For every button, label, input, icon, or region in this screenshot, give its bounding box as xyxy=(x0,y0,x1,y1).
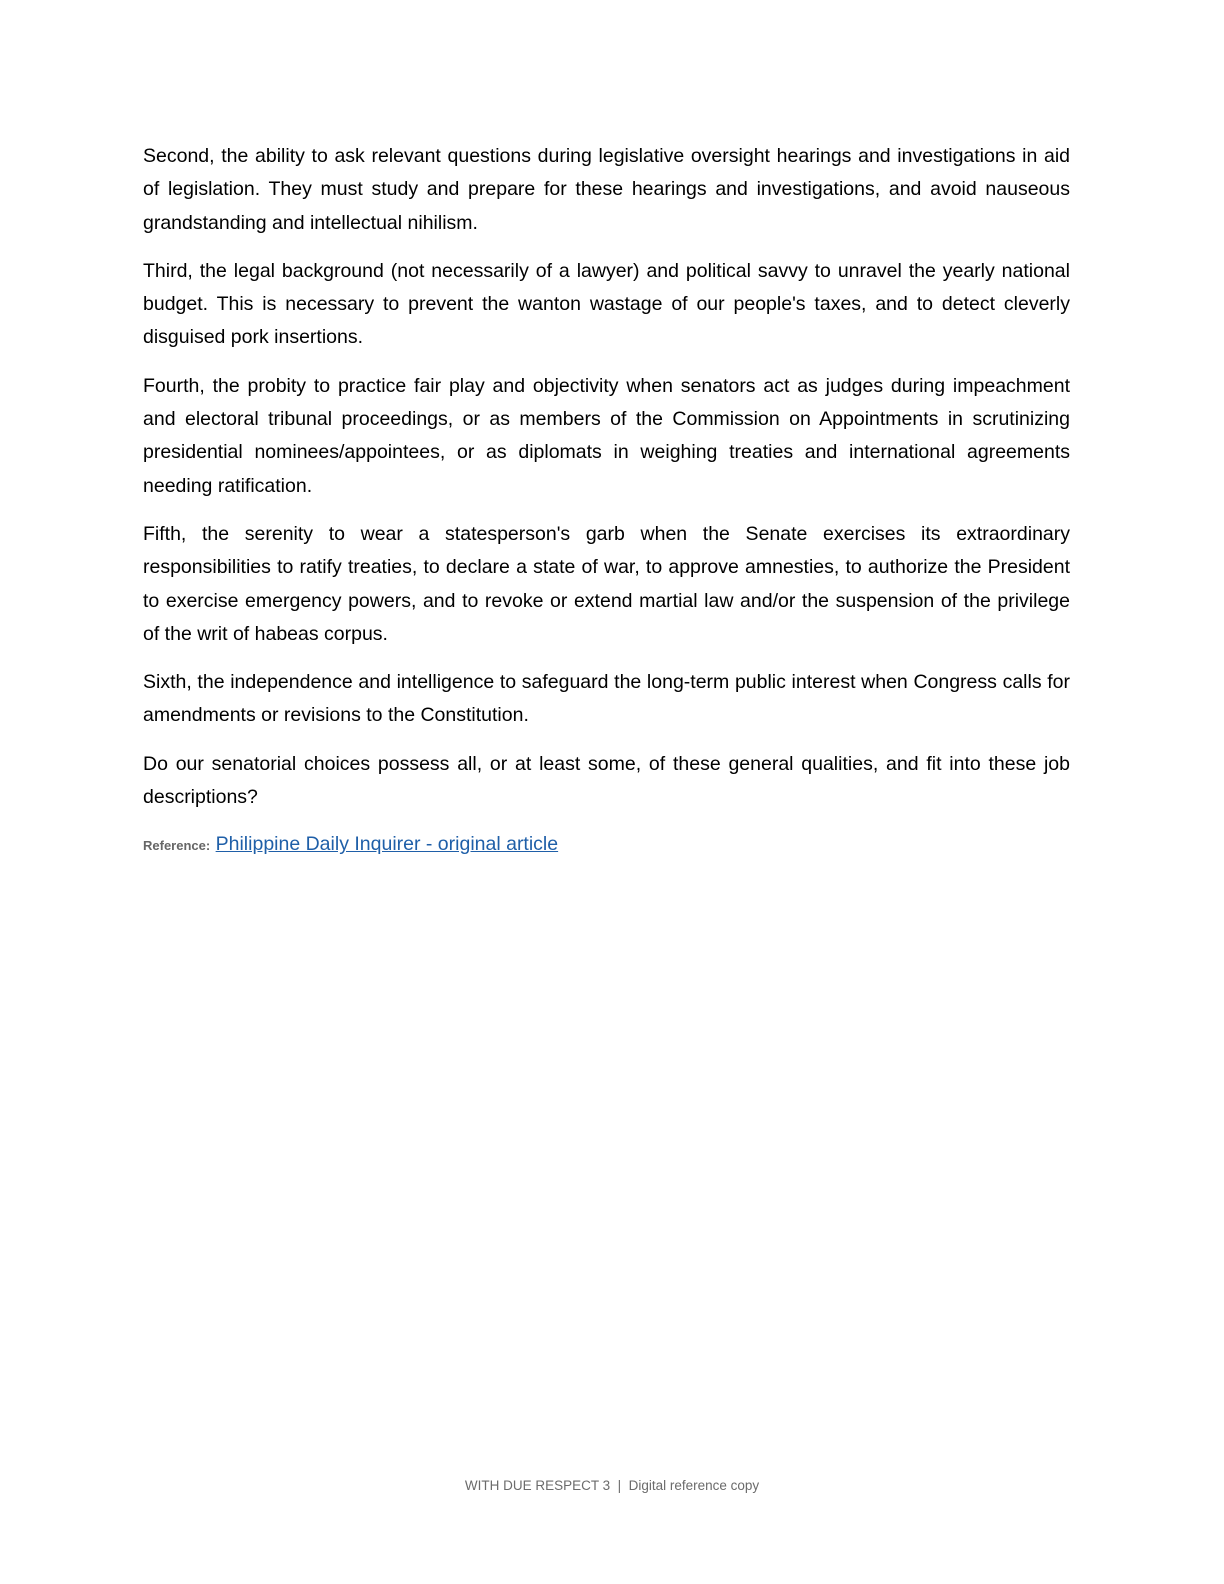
paragraph-closing-question: Do our senatorial choices possess all, or at least some, of these general qualities, and fit into these job descriptions? xyxy=(143,752,1070,809)
reference-label: Reference: xyxy=(143,838,211,854)
paragraph-third-quality: Third, the legal background (not necessarily of a lawyer) and political savvy to unravel the yearly national budget. This is necessary to prevent the wanton wastage of our people's taxes, and to detect cleverly disguised pork insertions. xyxy=(143,259,1070,349)
paragraph-fourth-quality: Fourth, the probity to practice fair play and objectivity when senators act as judges during impeachment and electoral tribunal proceedings, or as members of the Commission on Appointments in scrutinizing presidential nominees/appointees, or as diplomats in weighing treaties and international agreements needing ratification. xyxy=(143,374,1070,497)
paragraph-fifth-quality: Fifth, the serenity to wear a statesperson's garb when the Senate exercises its extraordinary responsibilities to ratify treaties, to declare a state of war, to approve amnesties, to authorize the President to exercise emergency powers, and to revoke or extend martial law and/or the suspension of the privilege of the writ of habeas corpus. xyxy=(143,522,1070,645)
page-footer: WITH DUE RESPECT 3 | Digital reference copy xyxy=(464,1478,760,1493)
reference-line xyxy=(143,829,1070,861)
paragraph-sixth-quality: Sixth, the independence and intelligence to safeguard the long-term public interest when Congress calls for amendments or revisions to the Constitution. xyxy=(143,671,1070,727)
paragraph-second-quality: Second, the ability to ask relevant questions during legislative oversight hearings and investigations in aid of legislation. They must study and prepare for these hearings and investigations, and avoid nauseous grandstanding and intellectual nihilism. xyxy=(143,145,1070,234)
article-body xyxy=(143,140,1070,861)
reference-link[interactable]: Philippine Daily Inquirer - original article xyxy=(215,833,559,856)
